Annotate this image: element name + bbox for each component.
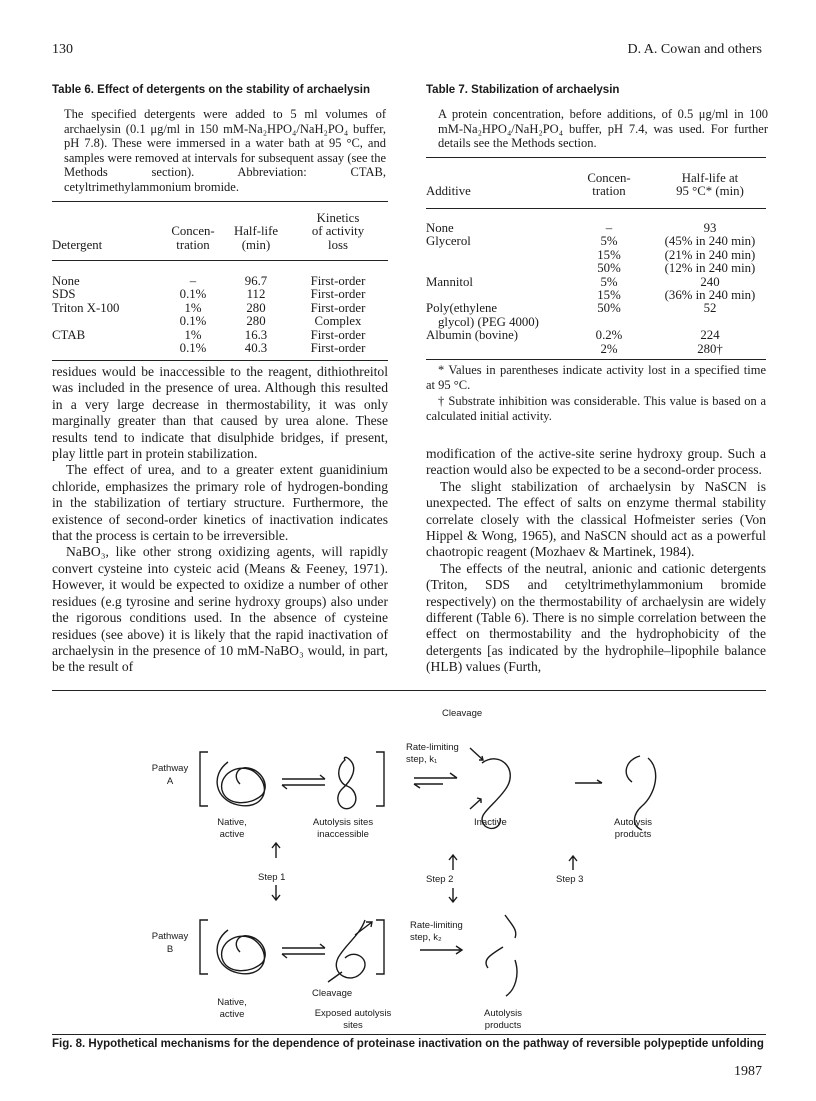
arrow-rate1-back — [414, 784, 443, 788]
paragraph: The slight stabilization of archaelysin by NaSCN is unexpected. The effect of salts on enzyme thermal stability correlate closely with the classical Hofmeister series (Von Hippel & Wong, 1965), and NaSCN should act as a powerful chaotropic reagent (Mozhaev & Martinek, 1984). — [426, 478, 766, 560]
native-label-a: Native, active — [217, 817, 247, 840]
product-fragment-4 — [486, 947, 503, 968]
table-row: SDS 0.1% 112 First-order — [52, 287, 366, 302]
paragraph: The effects of the neutral, anionic and cationic detergents (Triton, SDS and cetyltrimethylammonium bromide respectively) on the thermostability of archaelysin are widely different (Table 6). There is no simple correlation between the effect on thermostability and the hydrophobicity of the detergents [as indicated by the hydrophile–lipophile balance (HLB) values (Furth, — [426, 560, 766, 675]
autolysis-inaccessible-label: Autolysis sites inaccessible — [312, 817, 374, 840]
cleavage-label-top: Cleavage — [442, 708, 483, 719]
arrow-back-a — [282, 785, 325, 789]
native-coil-a — [217, 762, 265, 806]
table-row: Triton X-100 1% 280 First-order — [52, 300, 366, 315]
footer-page-number: 1987 — [734, 1064, 762, 1079]
bracket-left-a — [200, 752, 208, 806]
product-fragment-5 — [506, 960, 517, 996]
arrow-back-b — [282, 954, 325, 958]
cleavage-pointer-b — [328, 972, 342, 982]
arrow-rate1-forward — [414, 773, 457, 778]
bracket-right-b — [376, 920, 384, 974]
table-row: CTAB 1% 16.3 First-order — [52, 327, 366, 342]
native-coil-b — [217, 930, 265, 974]
table6-caption: The specified detergents were added to 5 ml volumes of archaelysin (0.1 μg/ml in 150 mM-Na₂HPO₄/NaH₂PO₄ buffer, pH 7.8). These were immersed in a water bath at 95 °C, and samples were removed at intervals for subsequent assay (see the Methods section). Abbreviation: CTAB, cetyltrimethylammonium bromide. — [64, 107, 386, 194]
cleavage-arrow-top — [470, 748, 483, 760]
arrow-products-a — [575, 780, 602, 783]
inactive-label: Inactive — [474, 817, 507, 828]
table7-title: Table 7. Stabilization of archaelysin — [426, 84, 620, 96]
table-row: 15% (21% in 240 min) — [597, 247, 756, 262]
paragraph: modification of the active-site serine hydroxy group. Such a reaction would also be expected to be a second-order process. — [426, 446, 766, 478]
table6-header: Kinetics Concen- Half-life of activity Detergent tration (min) loss — [52, 211, 365, 252]
cleavage-arrow-bottom — [470, 798, 481, 809]
pathway-b-label: Pathway B — [151, 931, 189, 955]
table-row: None – 96.7 First-order — [52, 274, 366, 288]
compact-coil-a — [338, 757, 356, 808]
table-row: 50% (12% in 240 min) — [597, 261, 756, 276]
step2-down-arrow — [449, 888, 457, 902]
step1-down-arrow — [272, 885, 280, 900]
table-row: 15% (36% in 240 min) — [597, 288, 756, 303]
product-fragment-3 — [505, 915, 516, 938]
paragraph: The effect of urea, and to a greater extent guanidinium chloride, emphasizes the primary role of hydrogen-bonding in the stabilization of tertiary structure. Furthermore, the existence of second-order kinetics of inactivation indicates that the process is certain to be irreversible. — [52, 462, 388, 544]
table7-footnote-2: † Substrate inhibition was considerable. This value is based on a calculated initial activity. — [426, 394, 766, 423]
exposed-coil-b — [336, 920, 365, 978]
bracket-right-a — [376, 752, 384, 806]
arrow-forward-a — [282, 775, 325, 779]
table-row: None – 93 — [426, 221, 717, 235]
step2-label: Step 2 — [426, 874, 454, 885]
table6-title: Table 6. Effect of detergents on the stability of archaelysin — [52, 84, 371, 96]
table7-caption: A protein concentration, before additions, of 0.5 μg/ml in 100 mM-Na₂HPO₄/NaH₂PO₄ buffer, pH 7.4, was used. For further details see the Methods section. — [438, 107, 768, 151]
exposed-autolysis-label: Exposed autolysis sites — [314, 1008, 392, 1031]
table-row: 2% 280† — [600, 341, 723, 356]
table-row: 0.1% 40.3 First-order — [179, 341, 366, 356]
table-row: Poly(ethylene 50% 52 — [426, 301, 717, 316]
autolysis-products-label-a: Autolysis products — [613, 817, 652, 840]
step1-up-arrow — [272, 843, 280, 858]
step3-label: Step 3 — [556, 874, 584, 885]
cleavage-label-bottom: Cleavage — [312, 988, 353, 999]
running-head: D. A. Cowan and others — [627, 42, 762, 57]
table-row: Albumin (bovine) 0.2% 224 — [426, 328, 720, 343]
native-label-b: Native, active — [217, 997, 247, 1020]
step1-label: Step 1 — [258, 872, 286, 883]
pathway-a-label: Pathway A — [151, 763, 189, 787]
page-number: 130 — [52, 42, 73, 57]
autolysis-products-label-b: Autolysis products — [483, 1008, 522, 1031]
table-row: Mannitol 5% 240 — [426, 274, 720, 289]
table7-header: Concen- Half-life at Additive tration 95 °C* (min) — [426, 171, 744, 199]
arrow-forward-b — [282, 944, 325, 948]
bracket-left-b — [200, 920, 208, 974]
step3-up-arrow — [569, 856, 577, 870]
step2-up-arrow — [449, 855, 457, 870]
rate-limiting-k2-label: Rate-limiting step, k₂ — [410, 920, 463, 943]
rate-limiting-k1-label: Rate-limiting step, k₁ — [406, 742, 459, 765]
arrow-rate2 — [420, 946, 462, 954]
table-row: 0.1% 280 Complex — [179, 314, 362, 329]
paragraph: residues would be inaccessible to the reagent, dithiothreitol was included in the presence of urea. Although this resulted in a very large decrease in thermostability, it was only marginally greater than that caused by urea alone. These results tend to indicate that disulphide bridges, if present, play little part in protein stabilization. — [52, 364, 388, 462]
table7-footnote-1: * Values in parentheses indicate activity lost in a specified time at 95 °C. — [426, 363, 766, 392]
table-row: Glycerol 5% (45% in 240 min) — [426, 234, 756, 249]
figure-caption: Fig. 8. Hypothetical mechanisms for the dependence of proteinase inactivation on the pathway of reversible polypeptide unfolding — [52, 1038, 764, 1050]
figure-rule-bottom — [52, 1034, 766, 1035]
paragraph: NaBO₃, like other strong oxidizing agents, will rapidly convert cysteine into cysteic acid (Means & Feeney, 1971). However, it would be expected to oxidize a number of other residues (e.g tyrosine and serine hydroxy groups) also under the rigorous conditions used. In the absence of cysteine residues (see above) it is likely that the rapid inactivation of archaelysin in the presence of 10 mM-NaBO₃ would, in part, be the result of — [52, 544, 388, 675]
product-fragment-1 — [626, 756, 640, 782]
table-row: glycol) (PEG 4000) — [438, 314, 539, 329]
